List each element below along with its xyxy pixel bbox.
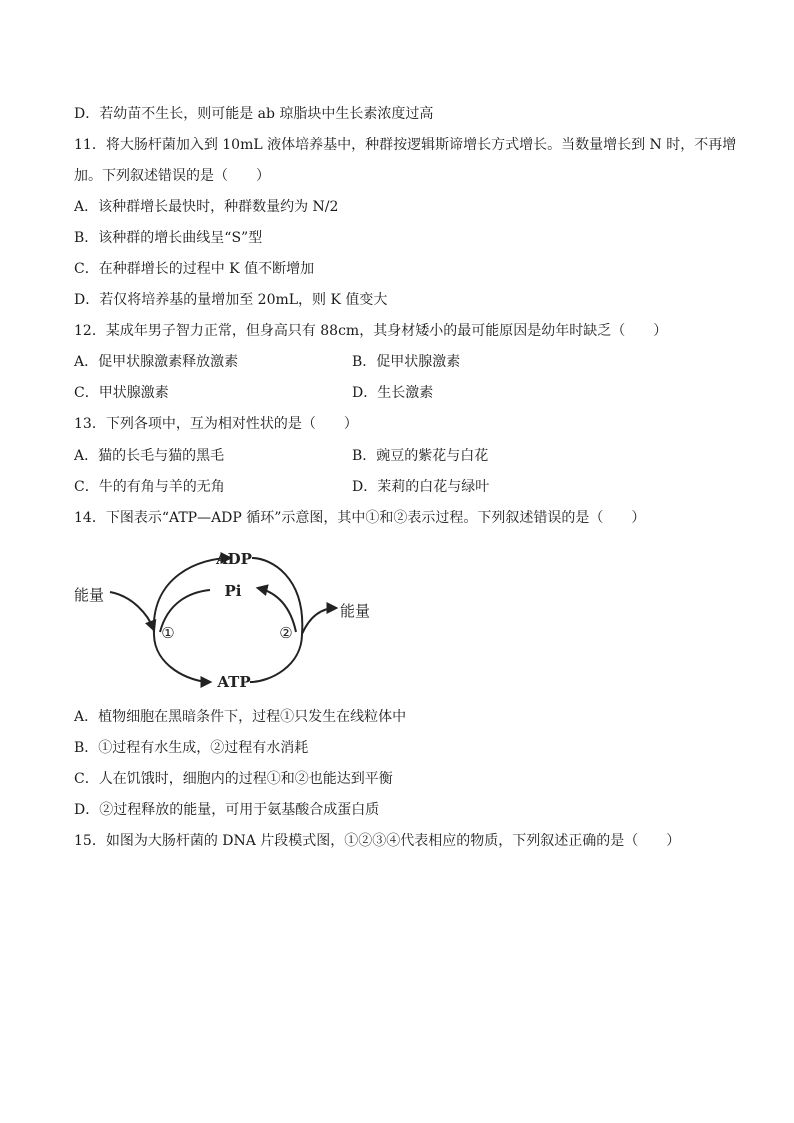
q13-option-a: A．猫的长毛与猫的黑毛 bbox=[74, 448, 225, 464]
q11-option-b: B．该种群的增长曲线呈“S”型 bbox=[74, 230, 263, 246]
q11-option-c: C．在种群增长的过程中 K 值不断增加 bbox=[74, 261, 315, 277]
pi-label: Pi bbox=[224, 582, 242, 600]
q14-stem: 14．下图表示“ATP—ADP 循环”示意图，其中①和②表示过程。下列叙述错误的是（ ） bbox=[74, 510, 646, 526]
q12-option-d: D．生长激素 bbox=[352, 385, 434, 401]
q11-stem-line-2: 加。下列叙述错误的是（ ） bbox=[74, 168, 270, 184]
q13-stem: 13．下列各项中，互为相对性状的是（ ） bbox=[74, 416, 358, 432]
q11-stem-line-1: 11．将大肠杆菌加入到 10mL 液体培养基中，种群按逻辑斯谛增长方式增长。当数量增长到 N 时，不再增 bbox=[74, 137, 737, 153]
energy-in-arrow bbox=[110, 592, 154, 630]
q14-option-a: A．植物细胞在黑暗条件下，过程①只发生在线粒体中 bbox=[74, 709, 407, 725]
atp-adp-cycle-diagram bbox=[70, 536, 390, 696]
adp-label: ADP bbox=[216, 550, 252, 568]
outer-arc-bottom-right bbox=[250, 634, 302, 682]
atp-label: ATP bbox=[217, 673, 251, 691]
q10-option-d: D．若幼苗不生长，则可能是 ab 琼脂块中生长素浓度过高 bbox=[74, 106, 434, 122]
q14-option-b: B．①过程有水生成，②过程有水消耗 bbox=[74, 740, 309, 756]
outer-arc-top bbox=[154, 558, 230, 634]
q12-stem: 12．某成年男子智力正常，但身高只有 88cm，其身材矮小的最可能原因是幼年时缺乏（ ） bbox=[74, 323, 668, 339]
energy-out-arrow bbox=[302, 608, 336, 634]
q15-stem: 15．如图为大肠杆菌的 DNA 片段模式图，①②③④代表相应的物质，下列叙述正确的是（ ） bbox=[74, 833, 681, 849]
q11-option-d: D．若仅将培养基的量增加至 20mL，则 K 值变大 bbox=[74, 292, 388, 308]
q12-option-b: B．促甲状腺激素 bbox=[352, 354, 461, 370]
process-1-label: ① bbox=[161, 624, 175, 642]
q14-option-d: D．②过程释放的能量，可用于氨基酸合成蛋白质 bbox=[74, 802, 380, 818]
energy-label-right: 能量 bbox=[340, 602, 371, 620]
process-2-label: ② bbox=[279, 624, 293, 642]
q13-option-b: B．豌豆的紫花与白花 bbox=[352, 448, 489, 464]
q12-option-a: A．促甲状腺激素释放激素 bbox=[74, 354, 239, 370]
q13-option-d: D．茉莉的白花与绿叶 bbox=[352, 479, 490, 495]
q13-option-c: C．牛的有角与羊的无角 bbox=[74, 479, 225, 495]
q14-option-c: C．人在饥饿时，细胞内的过程①和②也能达到平衡 bbox=[74, 771, 393, 787]
q11-option-a: A．该种群增长最快时，种群数量约为 N/2 bbox=[74, 199, 339, 215]
q12-option-c: C．甲状腺激素 bbox=[74, 385, 169, 401]
energy-label-left: 能量 bbox=[74, 586, 105, 604]
